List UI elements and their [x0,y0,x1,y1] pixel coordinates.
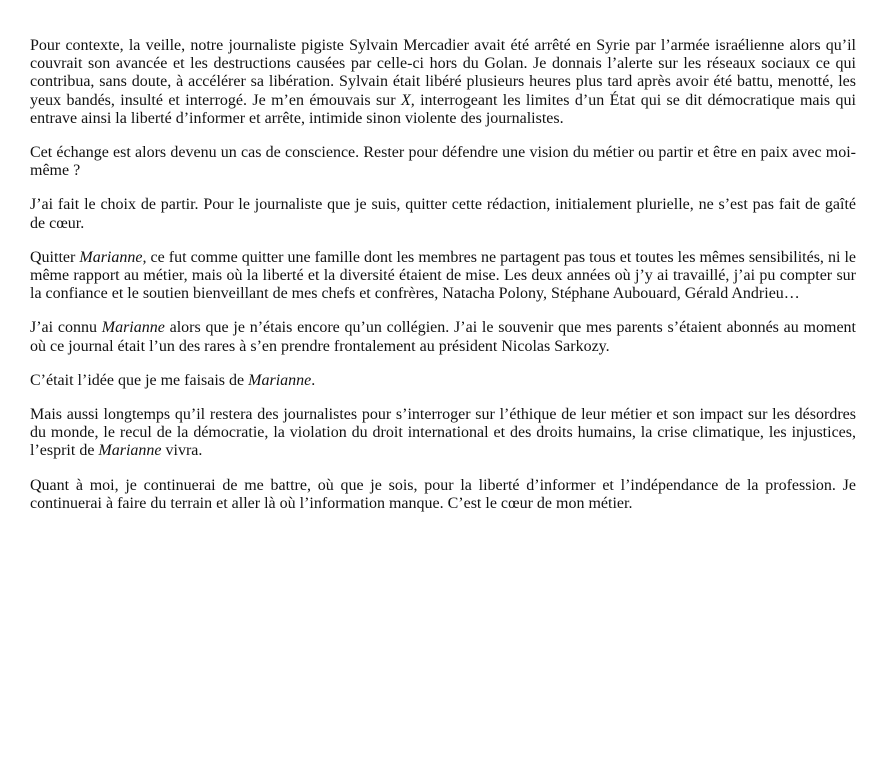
text-segment: ce fut comme quitter une famille dont les membres ne partagent pas tous et toutes les mêmes sensibilités, ni le même rapport au métier, mais où la liberté et la diversité étaient de mise. Les deux années où j’y ai travaillé, j’ai pu compter sur la confiance et le soutien bienveillant de mes chefs et confrères, Natacha Polony, Stéphane Aubouard, Gérald Andrieu… [30,248,857,303]
paragraph-4 [30,249,856,304]
paragraph-5 [30,319,856,355]
text-segment: J’ai fait le choix de partir. Pour le journaliste que je suis, quitter cette rédaction, initialement plurielle, ne s’est pas fait de gaîté de cœur. [30,196,856,232]
paragraph-3 [30,196,856,232]
paragraph-8 [30,477,856,513]
italic-text: X, [400,91,415,109]
paragraph-6 [30,372,856,390]
italic-text: Marianne [248,371,312,389]
text-segment: J’ai connu [30,319,102,337]
text-segment: Cet échange est alors devenu un cas de conscience. Rester pour défendre une vision du métier ou partir et être en paix avec moi-même ? [30,144,856,180]
text-segment: Pour contexte, la veille, notre journaliste pigiste Sylvain Mercadier avait été arrêté en Syrie par l’armée israélienne alors qu’il couvrait son avancée et les destructions causées par celle-ci hors du Golan. Je donnais l’alerte sur les réseaux sociaux ce qui contribua, sans doute, à accélérer sa libération. Sylvain était libéré plusieurs heures plus tard après avoir été battu, menotté, les yeux bandés, insulté et interrogé. Je m’en émouvais sur [30,37,856,109]
italic-text: Marianne [101,319,165,337]
text-segment: Quitter [30,248,80,266]
text-segment: vivra. [161,442,203,460]
text-segment: . [311,371,316,389]
article-body [30,37,856,529]
text-segment: interrogeant les limites d’un État qui se dit démocratique mais qui entrave ainsi la liberté d’informer et arrête, intimide sinon violente des journalistes. [30,91,856,127]
paragraph-2 [30,144,856,180]
italic-text: Marianne, [79,248,147,266]
paragraph-7 [30,406,856,461]
italic-text: Marianne [98,442,162,460]
text-segment: C’était l’idée que je me faisais de [30,371,249,389]
text-segment: alors que je n’étais encore qu’un collégien. J’ai le souvenir que mes parents s’étaient abonnés au moment où ce journal était l’un des rares à s’en prendre frontalement au président Nicolas Sarkozy. [30,319,856,355]
text-segment: Quant à moi, je continuerai de me battre, où que je sois, pour la liberté d’informer et l’indépendance de la profession. Je continuerai à faire du terrain et aller là où l’information manque. C’est le cœur de mon métier. [30,476,856,512]
paragraph-1 [30,37,856,128]
text-segment: Mais aussi longtemps qu’il restera des journalistes pour s’interroger sur l’éthique de leur métier et son impact sur les désordres du monde, le recul de la démocratie, la violation du droit international et des droits humains, la crise climatique, les injustices, l’esprit de [30,406,856,460]
